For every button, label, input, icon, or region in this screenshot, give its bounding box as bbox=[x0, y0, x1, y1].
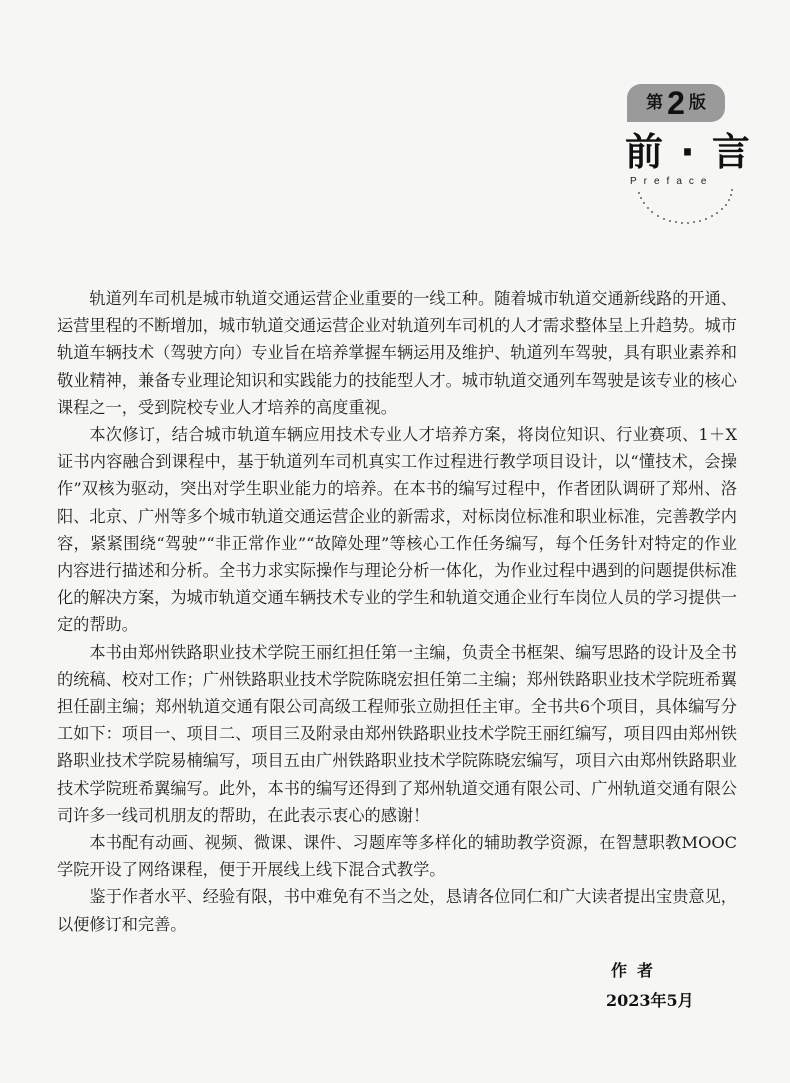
paragraph: 本书配有动画、视频、微课、课件、习题库等多样化的辅助教学资源，在智慧职教MOOC学院开设了网络课程，便于开展线上线下混合式教学。 bbox=[57, 833, 737, 880]
page-subtitle: Preface bbox=[630, 176, 714, 187]
signature-author: 作者 bbox=[611, 961, 664, 980]
edition-badge bbox=[627, 84, 725, 122]
decorative-dotted-arc bbox=[624, 184, 734, 234]
edition-suffix: 版 bbox=[688, 93, 706, 113]
page-title: 前 · 言 bbox=[625, 130, 752, 174]
signature-date: 2023年5月 bbox=[606, 991, 694, 1010]
edition-number: 2 bbox=[667, 85, 685, 121]
edition-prefix: 第 bbox=[646, 93, 664, 113]
paragraph: 鉴于作者水平、经验有限，书中难免有不当之处，恳请各位同仁和广大读者提出宝贵意见，以便修订和完善。 bbox=[57, 887, 737, 934]
paragraph: 本书由郑州铁路职业技术学院王丽红担任第一主编，负责全书框架、编写思路的设计及全书的统稿、校对工作；广州铁路职业技术学院陈晓宏担任第二主编；郑州铁路职业技术学院班希翼担任副主编；郑州轨道交通有限公司高级工程师张立勋担任主审。全书共6个项目，具体编写分工如下：项目一、项目二、项目三及附录由郑州铁路职业技术学院王丽红编写，项目四由郑州铁路职业技术学院易楠编写，项目五由广州铁路职业技术学院陈晓宏编写，项目六由郑州铁路职业技术学院班希翼编写。此外，本书的编写还得到了郑州轨道交通有限公司、广州轨道交通有限公司许多一线司机朋友的帮助，在此表示衷心的感谢！ bbox=[57, 642, 737, 825]
preface-body bbox=[57, 285, 737, 938]
paragraph: 本次修订，结合城市轨道车辆应用技术专业人才培养方案，将岗位知识、行业赛项、1＋X证书内容融合到课程中，基于轨道列车司机真实工作过程进行教学项目设计，以“懂技术，会操作”双核为驱动，突出对学生职业能力的培养。在本书的编写过程中，作者团队调研了郑州、洛阳、北京、广州等多个城市轨道交通运营企业的新需求，对标岗位标准和职业标准，完善教学内容，紧紧围绕“驾驶”“非正常作业”“故障处理”等核心工作任务编写，每个任务针对特定的作业内容进行描述和分析。全书力求实际操作与理论分析一体化，为作业过程中遇到的问题提供标准化的解决方案，为城市轨道交通车辆技术专业的学生和轨道交通企业行车岗位人员的学习提供一定的帮助。 bbox=[57, 425, 737, 635]
paragraph: 轨道列车司机是城市轨道交通运营企业重要的一线工种。随着城市轨道交通新线路的开通、运营里程的不断增加，城市轨道交通运营企业对轨道列车司机的人才需求整体呈上升趋势。城市轨道车辆技术（驾驶方向）专业旨在培养掌握车辆运用及维护、轨道列车驾驶，具有职业素养和敬业精神，兼备专业理论知识和实践能力的技能型人才。城市轨道交通列车驾驶是该专业的核心课程之一，受到院校专业人才培养的高度重视。 bbox=[57, 289, 737, 417]
